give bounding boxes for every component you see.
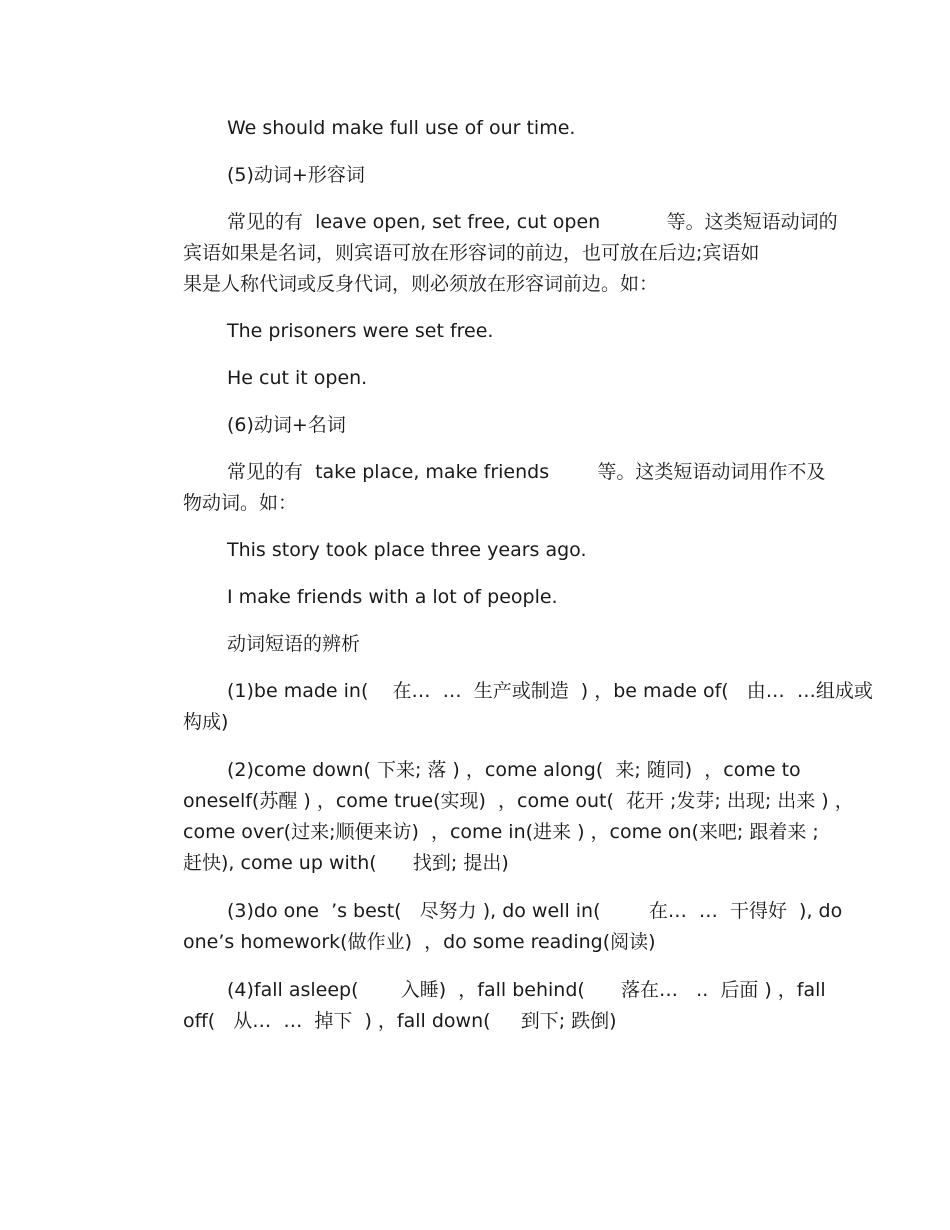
text-line: 宾语如果是名词，则宾语可放在形容词的前边，也可放在后边;宾语如: [183, 242, 760, 264]
text-line: (2)come down( 下来; 落 ) ，come along( 来; 随同) ，come to: [227, 759, 801, 781]
text-line: (4)fall asleep( 入睡) ，fall behind( 落在… .. 后面 ) ，fall: [227, 979, 826, 1001]
phrase-group: [139, 755, 855, 879]
text-line: oneself(苏醒 ) ，come true(实现) ，come out( 花开 ;发芽; 出现; 出来 ) ，: [183, 790, 854, 812]
text-line: 物动词。如：: [183, 492, 298, 514]
text-line: 常见的有 leave open, set free, cut open 等。这类短语动词的: [227, 211, 838, 233]
text-line: come over(过来;顺便来访) ，come in(进来 ) ，come on(来吧; 跟着来 ;: [183, 821, 819, 843]
example-sentence: [139, 316, 855, 347]
text-line: (1)be made in( 在… … 生产或制造 ) ，be made of( 由… …组成或: [227, 680, 873, 702]
text-line: 常见的有 take place, make friends 等。这类短语动词用作不及: [227, 461, 826, 483]
phrase-group: [139, 896, 855, 958]
text-line: 构成): [183, 711, 229, 733]
phrase-group: [139, 975, 855, 1037]
text-line: one’s homework(做作业) ，do some reading(阅读): [183, 931, 656, 953]
text-line: He cut it open.: [227, 367, 368, 389]
text-line: We should make full use of our time.: [227, 117, 576, 139]
text-line: This story took place three years ago.: [227, 539, 587, 561]
section-heading: [139, 410, 855, 441]
text-line: 果是人称代词或反身代词，则必须放在形容词前边。如：: [183, 273, 659, 295]
document-body: [139, 113, 873, 1037]
example-sentence: [139, 363, 855, 394]
explanation-paragraph: [139, 457, 855, 519]
phrase-group: [139, 676, 873, 738]
text-line: The prisoners were set free.: [227, 320, 494, 342]
example-sentence: [139, 113, 855, 144]
section-heading: [139, 629, 855, 660]
text-line: 动词短语的辨析: [227, 633, 361, 655]
text-line: I make friends with a lot of people.: [227, 586, 558, 608]
text-line: 赶快), come up with( 找到; 提出): [183, 852, 509, 874]
text-line: (3)do one ’s best( 尽努力 ), do well in( 在… … 干得好 ), do: [227, 900, 843, 922]
text-line: off( 从… … 掉下 ) ，fall down( 到下; 跌倒): [183, 1010, 617, 1032]
example-sentence: [139, 535, 855, 566]
text-line: (5)动词+形容词: [227, 164, 365, 186]
section-heading: [139, 160, 855, 191]
text-line: (6)动词+名词: [227, 414, 346, 436]
explanation-paragraph: [139, 207, 855, 300]
example-sentence: [139, 582, 855, 613]
